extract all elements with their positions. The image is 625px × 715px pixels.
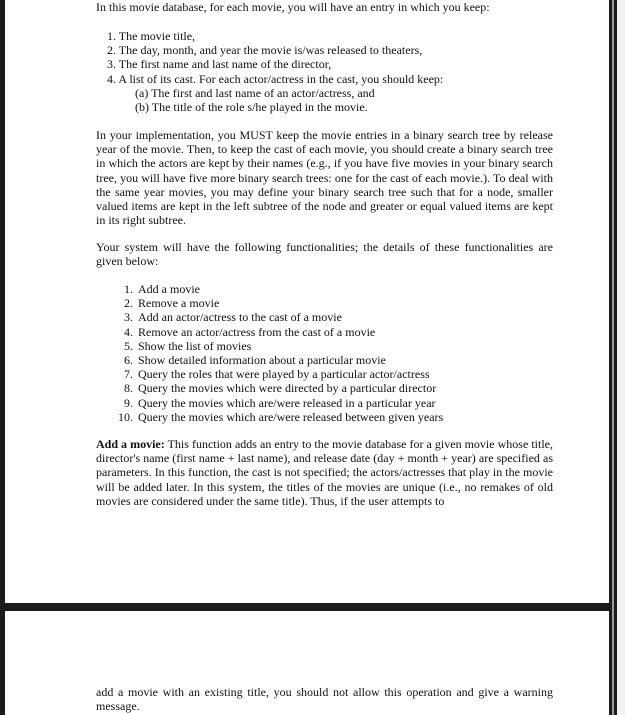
movie-entry-list [107, 29, 443, 114]
list-item: (a) The first and last name of an actor/actress, and [135, 85, 375, 100]
list-item-number: 9. [124, 395, 133, 410]
list-item: 2. The day, month, and year the movie is/was released to theaters, [107, 43, 423, 58]
list-item: 1. The movie title, [107, 29, 196, 43]
list-item-number: 3. [124, 310, 133, 325]
add-movie-heading: Add a movie: [96, 437, 165, 451]
list-item-text: Remove a movie [138, 296, 220, 311]
list-item: 3. The first name and last name of the director, [107, 57, 332, 72]
list-item [113, 381, 443, 395]
document-page-2 [5, 611, 609, 715]
list-item-number: 5. [124, 338, 133, 353]
add-movie-text: This function adds an entry to the movie database for a given movie whose title, director's name (first name + last name), and release date (day + month + year) are specified as parameters. In this function, the cast is not specified; the actors/actresses that play in the movie will be added later. In this system, the titles of the movies are unique (i.e., no remakes of old movies are considered under the same title). Thus, if the user attempts to [96, 437, 553, 508]
list-item: (b) The title of the role s/he played in the movie. [135, 100, 368, 115]
list-item-number: 7. [124, 367, 133, 382]
functionalities-intro-paragraph: Your system will have the following functionalities; the details of these functionalities are given below: [96, 240, 553, 269]
list-item [113, 325, 443, 339]
list-item [113, 367, 443, 381]
list-item-number: 1. [124, 282, 133, 296]
list-item-text: Query the movies which were directed by a particular director [138, 381, 437, 396]
list-item-text: Query the roles that were played by a particular actor/actress [138, 367, 430, 382]
list-item-text: Add an actor/actress to the cast of a movie [138, 310, 342, 325]
implementation-paragraph: In your implementation, you MUST keep the movie entries in a binary search tree by release year of the movie. Then, to keep the cast of each movie, you should create a binary search tree in which the actors are kept by their names (e.g., if you have five movies in your binary search tree, you will have five more binary search trees: one for the cast of each movie.). To deal with the same year movies, you may define your binary search tree such that for a node, smaller valued items are kept in the left subtree of the node and greater or equal valued items are kept in its right subtree. [96, 128, 553, 228]
intro-paragraph: In this movie database, for each movie, you will have an entry in which you keep: [96, 0, 490, 14]
list-item [113, 310, 443, 324]
document-page-1 [5, 0, 609, 603]
list-item-text: Show detailed information about a particular movie [138, 353, 386, 368]
viewer-scrollbar[interactable] [617, 0, 625, 715]
list-item [113, 396, 443, 410]
list-item-number: 4. [124, 324, 133, 339]
list-item [113, 410, 443, 424]
list-item-text: Remove an actor/actress from the cast of a movie [138, 324, 376, 339]
list-item [113, 296, 443, 310]
list-item-text: Query the movies which are/were released in a particular year [138, 395, 436, 410]
list-item [113, 282, 443, 296]
page-edge-divider [612, 0, 614, 715]
list-item-number: 6. [124, 353, 133, 368]
continuation-paragraph: add a movie with an existing title, you should not allow this operation and give a warning message. [96, 685, 553, 714]
list-item-number: 10. [118, 409, 133, 424]
list-item-number: 2. [124, 296, 133, 311]
list-item [113, 353, 443, 367]
list-item-number: 8. [124, 381, 133, 396]
add-movie-paragraph [96, 437, 553, 508]
functionalities-list [113, 282, 443, 424]
list-item-text: Query the movies which are/were released between given years [138, 409, 444, 424]
list-item-text: Show the list of movies [138, 338, 252, 353]
list-item: 4. A list of its cast. For each actor/actress in the cast, you should keep: [107, 71, 444, 86]
list-item [113, 339, 443, 353]
list-item-text: Add a movie [138, 282, 200, 296]
